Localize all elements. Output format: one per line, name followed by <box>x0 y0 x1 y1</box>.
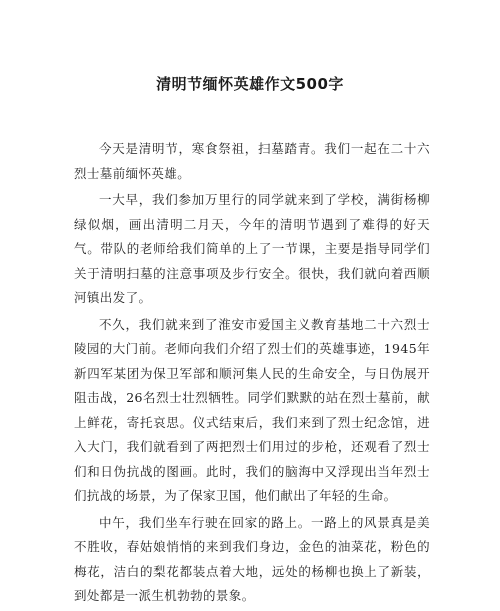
document-body <box>74 137 430 611</box>
paragraph: 不久，我们就来到了淮安市爱国主义教育基地二十六烈士陵园的大门前。老师向我们介绍了烈士们的英雄事迹，1945年新四军某团为保卫军部和顺河集人民的生命安全，与日伪展开阻击战，26名烈士壮烈牺牲。同学们默默的站在烈士墓前，献上鲜花，寄托哀思。仪式结束后，我们来到了烈士纪念馆，进入大门，我们就看到了两把烈士们用过的步枪，还观看了烈士们和日伪抗战的图画。此时，我们的脑海中又浮现出当年烈士们抗战的场景，为了保家卫国，他们献出了年轻的生命。 <box>74 316 430 503</box>
paragraph: 中午，我们坐车行驶在回家的路上。一路上的风景真是美不胜收，春姑娘悄悄的来到我们身边，金色的油菜花，粉色的梅花，洁白的梨花都装点着大地，远处的杨柳也换上了新装，到处都是一派生机勃勃的景象。 <box>74 514 430 603</box>
paragraph: 今天是清明节，寒食祭祖，扫墓踏青。我们一起在二十六烈士墓前缅怀英雄。 <box>74 141 430 181</box>
paragraph: 一大早，我们参加万里行的同学就来到了学校，满街杨柳绿似烟，画出清明二月天，今年的清明节遇到了难得的好天气。带队的老师给我们简单的上了一节课，主要是指导同学们关于清明扫墓的注意事项及步行安全。很快，我们就向着西顺河镇出发了。 <box>74 192 430 305</box>
document-title: 清明节缅怀英雄作文500字 <box>156 75 344 93</box>
